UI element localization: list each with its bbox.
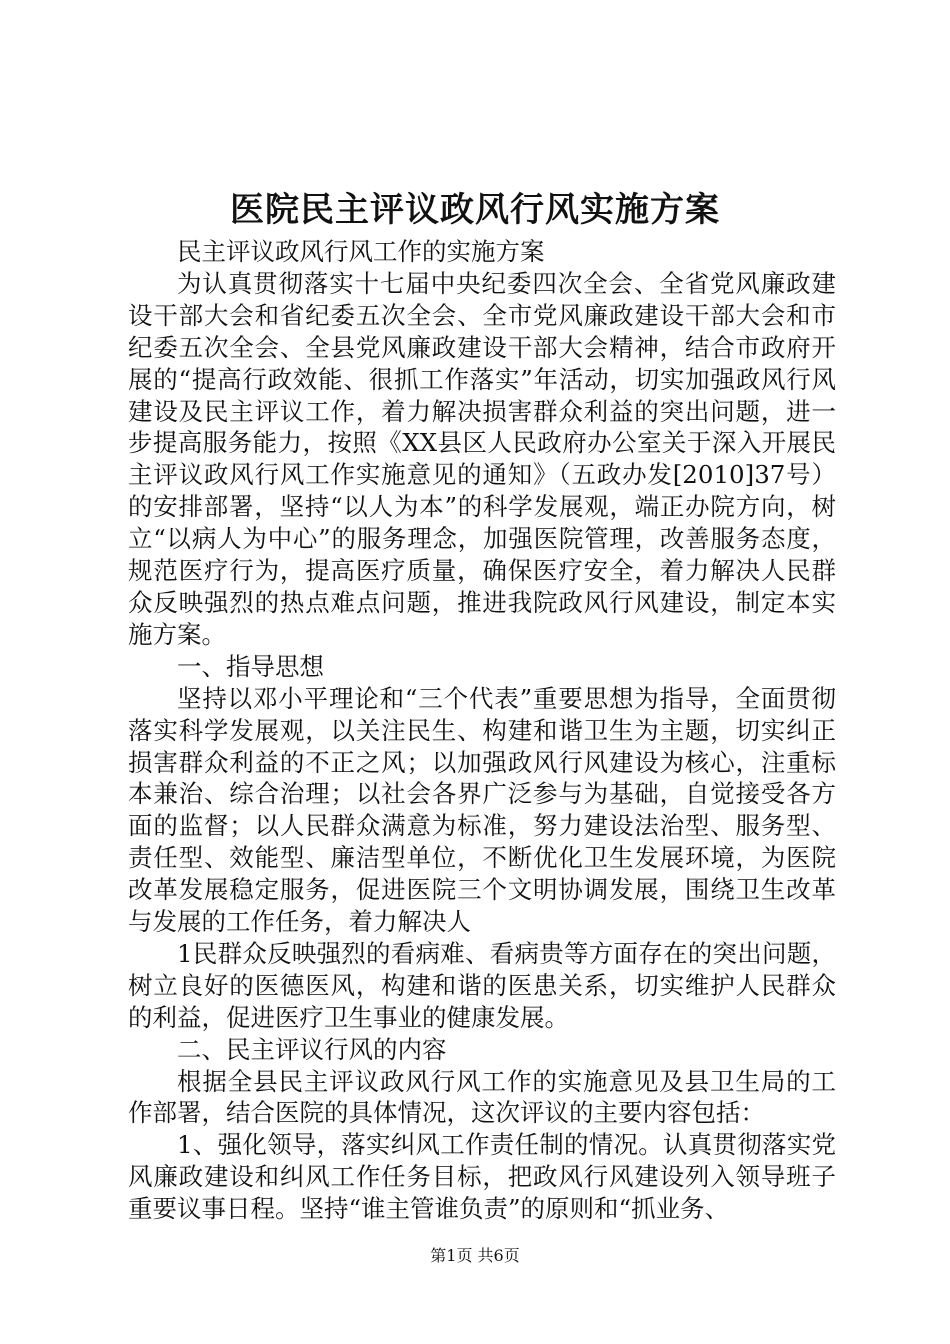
document-title: 医院民主评议政风行风实施方案 — [230, 190, 720, 230]
page-indicator: 第1页 共6页 — [430, 1246, 520, 1265]
evaluation-content-paragraph: 根据全县民主评议政风行风工作的实施意见及县卫生局的工作部署，结合医院的具体情况，这次评议的主要内容包括： — [128, 1066, 836, 1128]
guiding-thought-paragraph: 坚持以邓小平理论和“三个代表”重要思想为指导，全面贯彻落实科学发展观，以关注民生、构建和谐卫生为主题，切实纠正损害群众利益的不正之风；以加强政风行风建设为核心，注重标本兼治、综合治理；以社会各界广泛参与为基础，自觉接受各方面的监督；以人民群众满意为标准，努力建设法治型、服务型、责任型、效能型、廉洁型单位，不断优化卫生发展环境，为医院改革发展稳定服务，促进医院三个文明协调发展，围绕卫生改革与发展的工作任务，着力解决人 — [128, 683, 836, 937]
item-1-paragraph: 1、强化领导，落实纠风工作责任制的情况。认真贯彻落实党风廉政建设和纠风工作任务目标，把政风行风建设列入领导班子重要议事日程。坚持“谁主管谁负责”的原则和“抓业务、 — [128, 1130, 836, 1224]
document-body — [128, 236, 836, 1225]
section-heading-guiding-thought: 一、指导思想 — [177, 651, 324, 681]
section-heading-evaluation-content: 二、民主评议行风的内容 — [177, 1034, 447, 1064]
intro-paragraph: 为认真贯彻落实十七届中央纪委四次全会、全省党风廉政建设干部大会和省纪委五次全会、全市党风廉政建设干部大会和市纪委五次全会、全县党风廉政建设干部大会精神，结合市政府开展的“提高行政效能、很抓工作落实”年活动，切实加强政风行风建设及民主评议工作，着力解决损害群众利益的突出问题，进一步提高服务能力，按照《XX县区人民政府办公室关于深入开展民主评议政风行风工作实施意见的通知》（五政办发[2010]37号）的安排部署，坚持“以人为本”的科学发展观，端正办院方向，树立“以病人为中心”的服务理念，加强医院管理，改善服务态度，规范医疗行为，提高医疗质量，确保医疗安全，着力解决人民群众反映强烈的热点难点问题，推进我院政风行风建设，制定本实施方案。 — [128, 268, 836, 649]
subtitle-paragraph: 民主评议政风行风工作的实施方案 — [177, 237, 545, 266]
continuation-paragraph: 1民群众反映强烈的看病难、看病贵等方面存在的突出问题，树立良好的医德医风，构建和谐的医患关系，切实维护人民群众的利益，促进医疗卫生事业的健康发展。 — [128, 938, 836, 1032]
